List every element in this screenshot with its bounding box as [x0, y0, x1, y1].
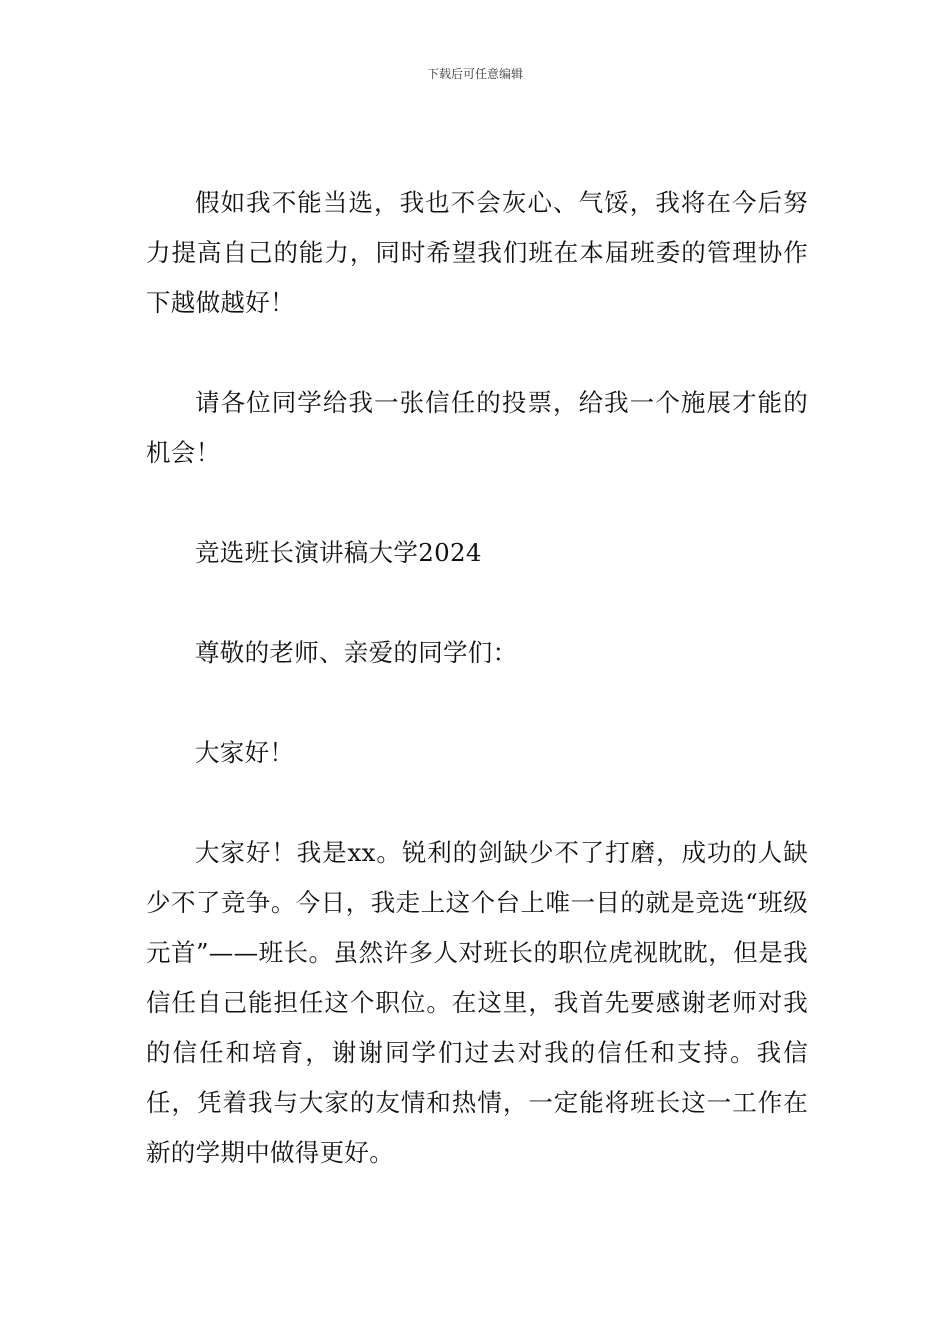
paragraph-1: 假如我不能当选，我也不会灰心、气馁，我将在今后努力提高自己的能力，同时希望我们班在本届班委的管理协作下越做越好！ — [146, 188, 808, 317]
paragraph-body: 大家好！我是xx。锐利的剑缺少不了打磨，成功的人缺少不了竞争。今日，我走上这个台上唯一目的就是竞选“班级元首”——班长。虽然许多人对班长的职位虎视眈眈，但是我信任自己能担任这个职位。在这里，我首先要感谢老师对我的信任和培育，谢谢同学们过去对我的信任和支持。我信任，凭着我与大家的友情和热情，一定能将班长这一工作在新的学期中做得更好。 — [146, 838, 808, 1167]
paragraph-2: 请各位同学给我一张信任的投票，给我一个施展才能的机会！ — [146, 388, 808, 467]
speech-title: 竞选班长演讲稿大学2024 — [195, 538, 482, 567]
salutation: 尊敬的老师、亲爱的同学们： — [195, 638, 518, 667]
page-header-note: 下载后可任意编辑 — [426, 67, 523, 81]
greeting: 大家好！ — [195, 738, 295, 767]
document-body — [146, 178, 808, 1178]
